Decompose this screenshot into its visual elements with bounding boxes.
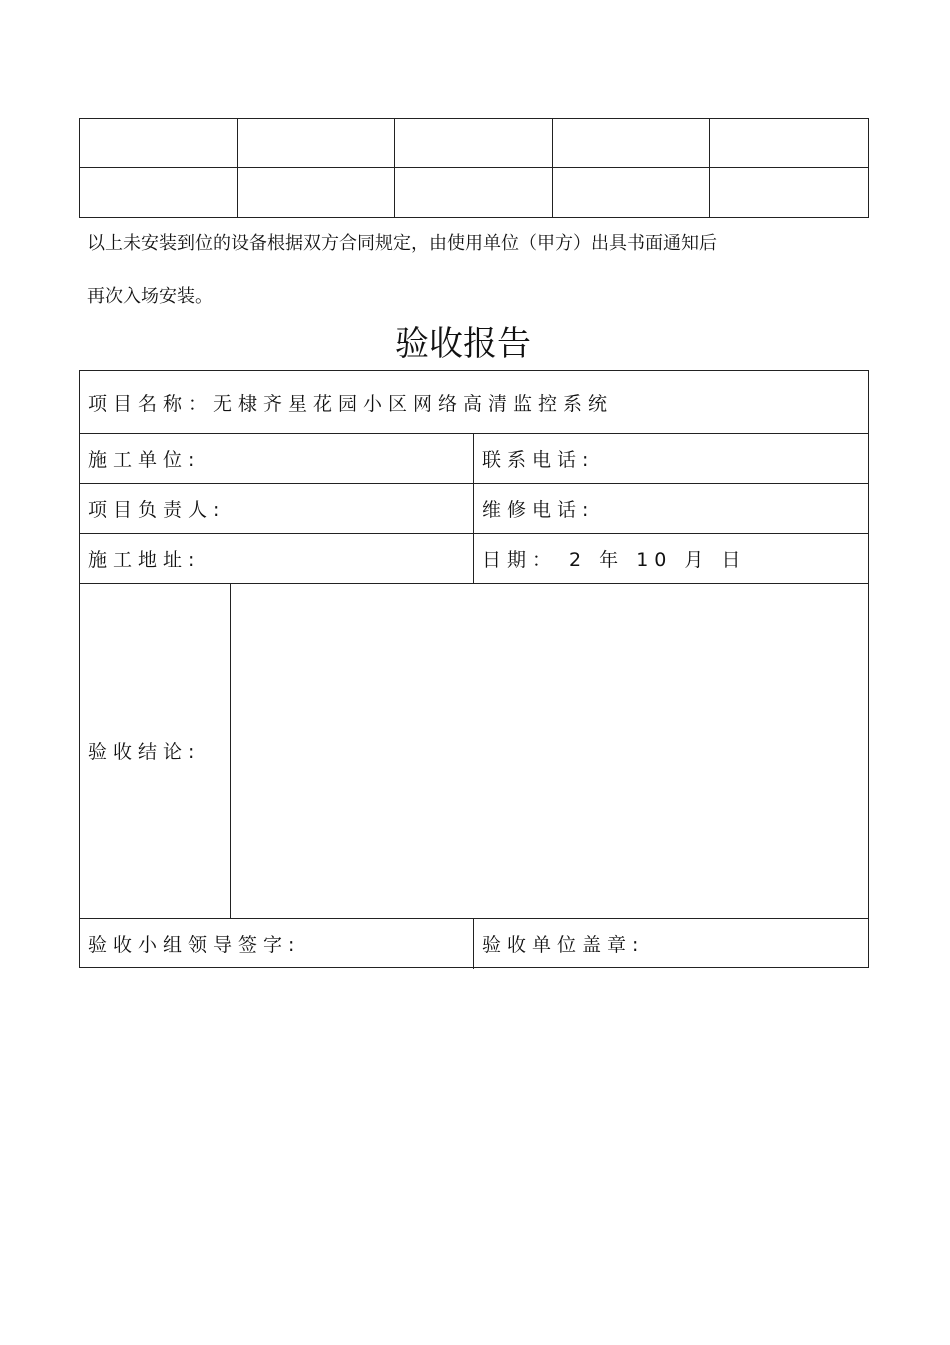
conclusion-label: 验收结论:: [88, 741, 201, 763]
date-field: 日期： 2 年 10 月 日: [482, 548, 747, 571]
address-row: [80, 533, 868, 584]
table-cell: [710, 168, 868, 217]
table-cell: [553, 119, 711, 168]
report-title: 验收报告: [395, 324, 531, 364]
unit-seal-label: 验收单位盖章:: [482, 934, 645, 956]
installation-note-line-2: 再次入场安装。: [87, 286, 213, 307]
acceptance-report-table: [79, 370, 869, 968]
conclusion-row: [80, 583, 868, 919]
table-cell: [553, 168, 711, 217]
construction-unit-label: 施工单位:: [88, 448, 201, 471]
repair-phone-label: 维修电话:: [482, 498, 595, 521]
signature-row: [80, 918, 868, 969]
table-cell: [395, 168, 553, 217]
table-cell: [238, 168, 396, 217]
table-cell: [80, 119, 238, 168]
table-cell: [80, 168, 238, 217]
project-manager-label: 项目负责人:: [88, 498, 226, 521]
leader-signature-label: 验收小组领导签字:: [88, 934, 301, 956]
manager-row: [80, 483, 868, 534]
top-empty-table: [79, 118, 869, 218]
table-cell: [395, 119, 553, 168]
table-cell: [238, 119, 396, 168]
construction-address-label: 施工地址:: [88, 548, 201, 571]
conclusion-area: [231, 583, 868, 918]
project-name-row: [80, 371, 868, 434]
project-name-field: 项目名称：无棣齐星花园小区网络高清监控系统: [88, 392, 614, 415]
table-cell: [710, 119, 868, 168]
contact-phone-label: 联系电话:: [482, 448, 595, 471]
installation-note-line-1: 以上未安装到位的设备根据双方合同规定，由使用单位（甲方）出具书面通知后: [87, 233, 717, 254]
unit-row: [80, 433, 868, 484]
